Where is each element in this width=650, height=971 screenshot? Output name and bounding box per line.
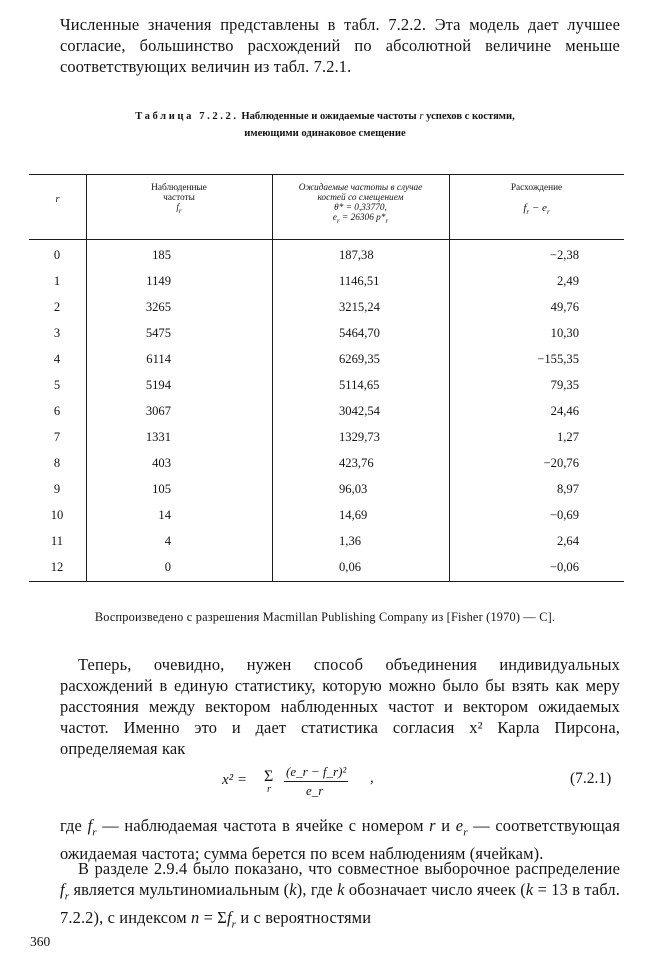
table-row bbox=[29, 426, 624, 452]
table-row bbox=[29, 244, 624, 270]
p3-text: и с вероятностями bbox=[236, 908, 372, 928]
p2-fr-sub: r bbox=[92, 826, 97, 839]
header-observed-line1: Наблюденные bbox=[151, 183, 207, 193]
table-row bbox=[29, 504, 624, 530]
cell-difference: 8,97 bbox=[556, 482, 579, 496]
cell-expected: 423,76 bbox=[339, 456, 374, 470]
p3-k: k bbox=[337, 880, 345, 899]
caption-var: r bbox=[419, 111, 424, 122]
header-r-label: r bbox=[55, 194, 60, 205]
source-note: Воспроизведено с разрешения Macmillan Publishing Company из [Fisher (1970) — C]. bbox=[94, 610, 556, 624]
sum-symbol: Σ bbox=[264, 768, 274, 785]
p3-text: является мультиномиальным ( bbox=[69, 880, 290, 899]
cell-expected: 96,03 bbox=[339, 482, 368, 496]
paragraph-pearson: Теперь, очевидно, нужен способ объединения индивидуальных расхождений в единую статистику, которую можно было бы взять как меру расстояния между вектором наблюденных частот и вектором ожидаемых частот. Именно это и дает статистика согласия x² Карла Пирсона, определяемая как bbox=[60, 655, 620, 758]
cell-r: 6 bbox=[53, 404, 61, 418]
cell-difference: 1,27 bbox=[556, 430, 579, 444]
header-observed-line2: частоты bbox=[163, 193, 195, 203]
cell-observed: 4 bbox=[164, 534, 171, 548]
p2-fr: f bbox=[87, 816, 93, 835]
header-difference-f: f bbox=[523, 202, 527, 214]
formula-lhs: x² = bbox=[222, 772, 248, 788]
header-expected-line1: Ожидаемые частоты в случае bbox=[298, 183, 423, 193]
cell-expected: 1,36 bbox=[339, 534, 362, 548]
formula-comma: , bbox=[370, 770, 374, 786]
cell-r: 8 bbox=[53, 456, 61, 470]
cell-difference: −0,69 bbox=[549, 508, 579, 522]
table-row bbox=[29, 478, 624, 504]
cell-r: 0 bbox=[53, 248, 61, 262]
caption-text-a: Наблюденные и ожидаемые частоты bbox=[241, 111, 417, 122]
cell-r: 11 bbox=[50, 534, 64, 548]
header-expected-line4-rest: = 26306 p* bbox=[339, 213, 386, 223]
table-row bbox=[29, 348, 624, 374]
cell-expected: 1329,73 bbox=[339, 430, 380, 444]
cell-observed: 14 bbox=[158, 508, 171, 522]
cell-r: 5 bbox=[53, 378, 61, 392]
cell-r: 3 bbox=[53, 326, 61, 340]
header-expected bbox=[272, 183, 449, 226]
cell-difference: 10,30 bbox=[550, 326, 579, 340]
p2-er: e bbox=[455, 816, 464, 835]
table-row bbox=[29, 296, 624, 322]
table-row bbox=[29, 270, 624, 296]
p3-text: В разделе 2.9.4 было показано, что совместное выборочное распределение bbox=[78, 859, 620, 878]
cell-difference: 2,49 bbox=[556, 274, 579, 288]
table-row bbox=[29, 374, 624, 400]
header-expected-line3: θ* = 0,33770, bbox=[334, 203, 387, 213]
cell-r: 12 bbox=[50, 560, 64, 574]
p3-text: = 13 в табл. 7.2.2), с индексом bbox=[60, 880, 620, 928]
table-row bbox=[29, 452, 624, 478]
p3-n: n bbox=[191, 908, 200, 928]
cell-observed: 185 bbox=[152, 248, 171, 262]
caption-line2: имеющими одинаковое смещение bbox=[244, 128, 406, 139]
formula-numerator: (e_r − f_r)² bbox=[284, 764, 348, 782]
header-r bbox=[29, 195, 86, 205]
cell-expected: 14,69 bbox=[339, 508, 368, 522]
header-expected-line4-sub: r bbox=[336, 216, 340, 225]
header-expected-line4: e bbox=[332, 213, 337, 223]
header-divider bbox=[29, 239, 624, 240]
cell-r: 2 bbox=[53, 300, 61, 314]
cell-observed: 105 bbox=[152, 482, 171, 496]
table-row bbox=[29, 400, 624, 426]
cell-expected: 1146,51 bbox=[339, 274, 380, 288]
p2-er-sub: r bbox=[463, 826, 468, 839]
header-difference-minus: − e bbox=[529, 202, 547, 214]
cell-observed: 403 bbox=[152, 456, 171, 470]
p3-k: k bbox=[525, 880, 534, 899]
cell-observed: 6114 bbox=[146, 352, 171, 366]
p3-fr2-sub: r bbox=[231, 918, 237, 931]
header-expected-line2: костей со смещением bbox=[317, 193, 404, 203]
p3-text: обозначает число ячеек ( bbox=[344, 880, 526, 899]
cell-difference: 49,76 bbox=[550, 300, 579, 314]
cell-expected: 5464,70 bbox=[339, 326, 380, 340]
caption-text-b: успехов с костями, bbox=[426, 111, 515, 122]
formula-denominator: e_r bbox=[306, 783, 324, 798]
p2-text: — наблюдаемая частота в ячейке с номером bbox=[96, 816, 430, 835]
cell-observed: 3265 bbox=[145, 300, 171, 314]
p3-fr2: f bbox=[226, 908, 232, 928]
intro-paragraph: Численные значения представлены в табл. 7.2.2. Эта модель дает лучшее согласие, большинство расхождений по абсолютной величине меньше соответствующих величин из табл. 7.2.1. bbox=[60, 15, 620, 76]
header-difference-title: Расхождение bbox=[510, 183, 563, 193]
table-row bbox=[29, 530, 624, 556]
header-observed bbox=[86, 183, 272, 216]
p2-text: где bbox=[60, 816, 88, 835]
p3-fr-sub: r bbox=[64, 890, 70, 903]
cell-expected: 3215,24 bbox=[339, 300, 380, 314]
cell-difference: 79,35 bbox=[550, 378, 579, 392]
table-caption bbox=[30, 108, 620, 142]
cell-observed: 3067 bbox=[145, 404, 171, 418]
cell-r: 1 bbox=[53, 274, 61, 288]
table-label: Таблица 7.2.2. bbox=[135, 111, 239, 122]
chi-square-formula bbox=[222, 764, 382, 800]
page-number: 360 bbox=[30, 934, 51, 949]
cell-r: 4 bbox=[53, 352, 61, 366]
cell-r: 7 bbox=[53, 430, 61, 444]
cell-difference: −2,38 bbox=[549, 248, 579, 262]
cell-expected: 5114,65 bbox=[339, 378, 380, 392]
sum-index: r bbox=[267, 784, 271, 795]
frequency-table bbox=[29, 174, 624, 582]
paragraph-multinomial bbox=[60, 858, 620, 936]
cell-r: 10 bbox=[50, 508, 64, 522]
cell-difference: 2,64 bbox=[556, 534, 579, 548]
paragraph-definitions bbox=[60, 815, 620, 864]
cell-difference: −0,06 bbox=[549, 560, 579, 574]
header-difference bbox=[449, 183, 624, 217]
header-difference-sub1: r bbox=[526, 207, 530, 216]
cell-difference: −155,35 bbox=[537, 352, 579, 366]
cell-expected: 3042,54 bbox=[339, 404, 380, 418]
cell-expected: 187,38 bbox=[339, 248, 374, 262]
p2-text: — соответствующая ожидаемая частота; сумма берется по всем наблюдениям (ячейкам). bbox=[60, 816, 621, 864]
cell-expected: 6269,35 bbox=[339, 352, 380, 366]
cell-r: 9 bbox=[53, 482, 61, 496]
equation-number: (7.2.1) bbox=[570, 770, 612, 787]
cell-expected: 0,06 bbox=[339, 560, 362, 574]
p3-text: = Σ bbox=[199, 908, 227, 928]
p2-text: и bbox=[435, 816, 456, 835]
cell-difference: −20,76 bbox=[543, 456, 579, 470]
p3-text: ), где bbox=[296, 880, 338, 899]
cell-observed: 0 bbox=[164, 560, 171, 574]
cell-difference: 24,46 bbox=[550, 404, 579, 418]
p2-r: r bbox=[429, 816, 436, 835]
table-row bbox=[29, 556, 624, 582]
cell-observed: 5475 bbox=[145, 326, 171, 340]
header-observed-var: f bbox=[176, 203, 179, 213]
cell-observed: 5194 bbox=[145, 378, 171, 392]
table-row bbox=[29, 322, 624, 348]
p3-fr: f bbox=[60, 880, 65, 899]
header-expected-line4-sub2: r bbox=[385, 216, 389, 225]
p3-k: k bbox=[289, 880, 297, 899]
cell-observed: 1149 bbox=[146, 274, 171, 288]
header-difference-sub2: r bbox=[546, 207, 550, 216]
cell-observed: 1331 bbox=[145, 430, 171, 444]
header-observed-sub: r bbox=[178, 206, 182, 215]
